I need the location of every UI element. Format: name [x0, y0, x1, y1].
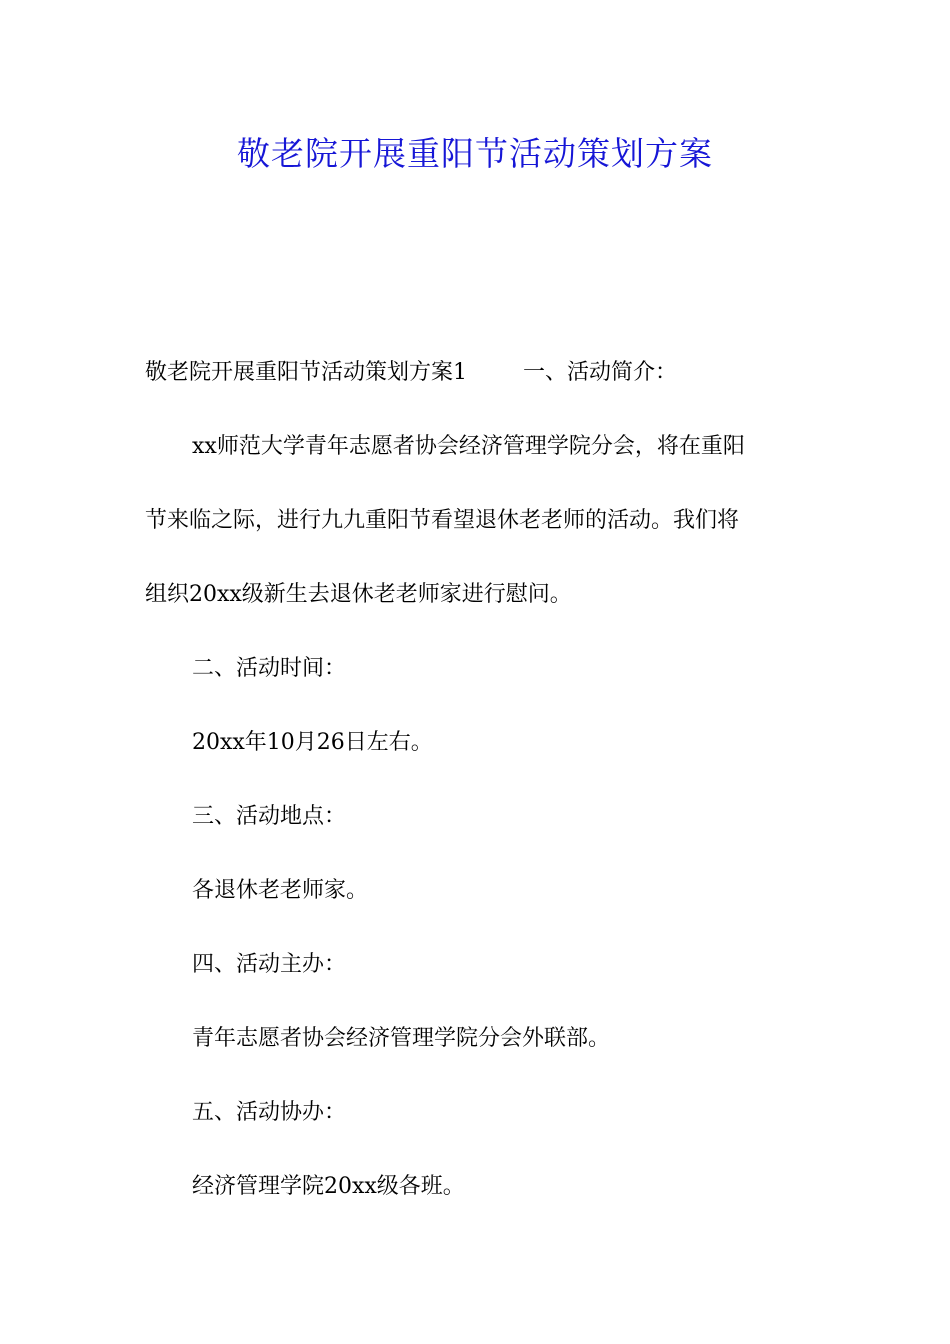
plan-heading: 敬老院开展重阳节活动策划方案1: [145, 360, 467, 385]
document-title: 敬老院开展重阳节活动策划方案: [237, 134, 713, 173]
section-heading-2: 二、活动时间：: [192, 656, 347, 681]
section-content-2: 20xx年10月26日左右。: [192, 730, 433, 755]
section-heading-4: 四、活动主办：: [192, 952, 347, 977]
section-content-3: 各退休老老师家。: [192, 878, 369, 903]
section-heading-5: 五、活动协办：: [192, 1100, 347, 1125]
section-heading-1: 一、活动简介：: [523, 360, 678, 385]
intro-line: [145, 336, 810, 410]
paragraph-line: 节来临之际，进行九九重阳节看望退休老老师的活动。我们将: [145, 508, 740, 533]
paragraph-line: xx师范大学青年志愿者协会经济管理学院分会，将在重阳: [192, 434, 745, 459]
section-heading-3: 三、活动地点：: [192, 804, 347, 829]
document-body: [145, 336, 810, 1224]
section-content-4: 青年志愿者协会经济管理学院分会外联部。: [192, 1026, 611, 1051]
section-content-5: 经济管理学院20xx级各班。: [192, 1174, 465, 1199]
paragraph-line: 组织20xx级新生去退休老老师家进行慰问。: [145, 582, 572, 607]
